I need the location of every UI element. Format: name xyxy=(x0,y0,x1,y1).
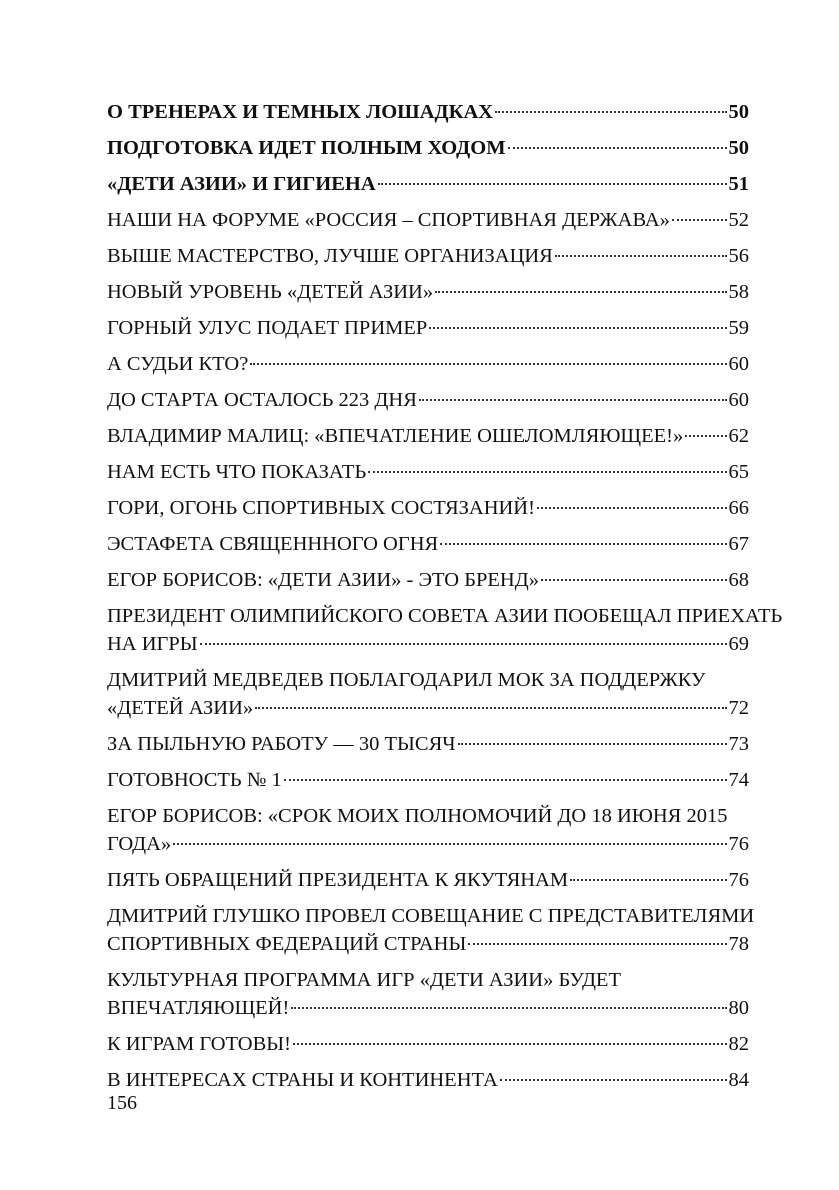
toc-entry xyxy=(107,458,749,486)
toc-entry-line xyxy=(107,134,749,162)
toc-entry xyxy=(107,170,749,198)
toc-entry-page-number: 51 xyxy=(728,173,749,195)
toc-entry xyxy=(107,206,749,234)
toc-entry-title-line: ЕГОР БОРИСОВ: «СРОК МОИХ ПОЛНОМОЧИЙ ДО 18 ИЮНЯ 2015 xyxy=(107,805,728,827)
toc-entry-line xyxy=(107,930,749,958)
toc-entry xyxy=(107,902,755,958)
toc-entry-line xyxy=(107,350,749,378)
toc-entry-title: ВПЕЧАТЛЯЮЩЕЙ! xyxy=(107,997,290,1019)
toc-entry-page-number: 62 xyxy=(728,425,749,447)
page-number: 156 xyxy=(107,1092,137,1114)
dot-leader xyxy=(500,1079,727,1081)
toc-entry-line xyxy=(107,278,749,306)
toc-entry-title: НАШИ НА ФОРУМЕ «РОССИЯ – СПОРТИВНАЯ ДЕРЖАВА» xyxy=(107,209,670,231)
toc-entry xyxy=(107,566,749,594)
toc-entry-title: ПЯТЬ ОБРАЩЕНИЙ ПРЕЗИДЕНТА К ЯКУТЯНАМ xyxy=(107,869,569,891)
toc-entry-page-number: 50 xyxy=(728,137,749,159)
toc-entry-line xyxy=(107,242,749,270)
toc-entry-page-number: 52 xyxy=(728,209,749,231)
dot-leader xyxy=(429,327,726,329)
toc-entry-line xyxy=(107,458,749,486)
toc-entry-line xyxy=(107,766,749,794)
toc-entry-line xyxy=(107,630,749,658)
toc-entry-line xyxy=(107,866,749,894)
toc-entry-line xyxy=(107,830,749,858)
toc-entry-title: К ИГРАМ ГОТОВЫ! xyxy=(107,1033,291,1055)
toc-entry-line xyxy=(107,314,749,342)
toc-entry-title: СПОРТИВНЫХ ФЕДЕРАЦИЙ СТРАНЫ xyxy=(107,933,467,955)
toc-entry-title: ГОРИ, ОГОНЬ СПОРТИВНЫХ СОСТЯЗАНИЙ! xyxy=(107,497,535,519)
toc-entry-title: ВЛАДИМИР МАЛИЦ: «ВПЕЧАТЛЕНИЕ ОШЕЛОМЛЯЮЩЕЕ!» xyxy=(107,425,684,447)
dot-leader xyxy=(368,471,726,473)
dot-leader xyxy=(555,255,727,257)
dot-leader xyxy=(468,943,726,945)
toc-entry-title: НА ИГРЫ xyxy=(107,633,198,655)
toc-entry-line xyxy=(107,694,749,722)
toc-entry xyxy=(107,866,749,894)
toc-entry-line xyxy=(107,566,749,594)
toc-entry xyxy=(107,494,749,522)
toc-entry-line xyxy=(107,1030,749,1058)
toc-entry-title: НОВЫЙ УРОВЕНЬ «ДЕТЕЙ АЗИИ» xyxy=(107,281,434,303)
dot-leader xyxy=(293,1043,727,1045)
dot-leader xyxy=(255,707,726,709)
dot-leader xyxy=(378,183,727,185)
toc-entry-page-number: 80 xyxy=(728,997,749,1019)
dot-leader xyxy=(495,111,726,113)
toc-entry-title-line: ДМИТРИЙ МЕДВЕДЕВ ПОБЛАГОДАРИЛ МОК ЗА ПОДДЕРЖКУ xyxy=(107,669,706,691)
toc-entry xyxy=(107,386,749,414)
toc-entry-page-number: 73 xyxy=(728,733,749,755)
toc-entry-page-number: 60 xyxy=(728,389,749,411)
toc-entry-title: ЕГОР БОРИСОВ: «ДЕТИ АЗИИ» - ЭТО БРЕНД» xyxy=(107,569,539,591)
toc-entry xyxy=(107,1066,749,1094)
toc-entry-page-number: 65 xyxy=(728,461,749,483)
toc-entry-page-number: 68 xyxy=(728,569,749,591)
toc-entry-page-number: 67 xyxy=(728,533,749,555)
toc-entry xyxy=(107,530,749,558)
toc-entry-page-number: 59 xyxy=(728,317,749,339)
toc-entry-title: ЭСТАФЕТА СВЯЩЕНННОГО ОГНЯ xyxy=(107,533,439,555)
toc-entry-page-number: 82 xyxy=(728,1033,749,1055)
toc-entry-title: ГОРНЫЙ УЛУС ПОДАЕТ ПРИМЕР xyxy=(107,317,428,339)
toc-entry xyxy=(107,766,749,794)
toc-entry-line xyxy=(107,98,749,126)
toc-entry-page-number: 76 xyxy=(728,833,749,855)
table-of-contents xyxy=(107,98,783,1102)
toc-entry-line xyxy=(107,730,749,758)
toc-entry xyxy=(107,1030,749,1058)
toc-entry xyxy=(107,666,749,722)
toc-entry-title: ГОДА» xyxy=(107,833,172,855)
toc-entry-title: ПОДГОТОВКА ИДЕТ ПОЛНЫМ ХОДОМ xyxy=(107,137,506,159)
toc-entry xyxy=(107,314,749,342)
toc-entry-line xyxy=(107,422,749,450)
dot-leader xyxy=(291,1007,726,1009)
toc-entry-title: А СУДЬИ КТО? xyxy=(107,353,249,375)
toc-entry-line xyxy=(107,206,749,234)
toc-entry-line xyxy=(107,494,749,522)
dot-leader xyxy=(250,363,726,365)
toc-entry xyxy=(107,730,749,758)
toc-entry-page-number: 58 xyxy=(728,281,749,303)
toc-entry-page-number: 69 xyxy=(728,633,749,655)
dot-leader xyxy=(440,543,726,545)
dot-leader xyxy=(508,147,727,149)
dot-leader xyxy=(570,879,726,881)
toc-entry-title: НАМ ЕСТЬ ЧТО ПОКАЗАТЬ xyxy=(107,461,367,483)
dot-leader xyxy=(537,507,727,509)
toc-entry-title-line: КУЛЬТУРНАЯ ПРОГРАММА ИГР «ДЕТИ АЗИИ» БУДЕТ xyxy=(107,969,621,991)
dot-leader xyxy=(685,435,726,437)
toc-entry-page-number: 66 xyxy=(728,497,749,519)
toc-entry xyxy=(107,802,749,858)
dot-leader xyxy=(458,743,727,745)
toc-entry-title: «ДЕТИ АЗИИ» И ГИГИЕНА xyxy=(107,173,376,195)
toc-entry-line xyxy=(107,994,749,1022)
toc-entry-title: ВЫШЕ МАСТЕРСТВО, ЛУЧШЕ ОРГАНИЗАЦИЯ xyxy=(107,245,553,267)
toc-entry-page-number: 50 xyxy=(728,101,749,123)
toc-entry-page-number: 76 xyxy=(728,869,749,891)
toc-entry-title: «ДЕТЕЙ АЗИИ» xyxy=(107,697,254,719)
toc-entry-title-line: ДМИТРИЙ ГЛУШКО ПРОВЕЛ СОВЕЩАНИЕ С ПРЕДСТАВИТЕЛЯМИ xyxy=(107,905,755,927)
toc-entry-line xyxy=(107,170,749,198)
toc-entry-page-number: 60 xyxy=(728,353,749,375)
dot-leader xyxy=(173,843,726,845)
toc-entry-line xyxy=(107,530,749,558)
toc-entry-page-number: 78 xyxy=(728,933,749,955)
toc-entry-page-number: 56 xyxy=(728,245,749,267)
toc-entry-title: ЗА ПЫЛЬНУЮ РАБОТУ — 30 ТЫСЯЧ xyxy=(107,733,456,755)
dot-leader xyxy=(419,399,727,401)
toc-entry xyxy=(107,134,749,162)
toc-entry-page-number: 74 xyxy=(728,769,749,791)
toc-entry xyxy=(107,966,749,1022)
toc-entry-page-number: 84 xyxy=(728,1069,749,1091)
dot-leader xyxy=(672,219,727,221)
toc-entry xyxy=(107,278,749,306)
toc-entry xyxy=(107,350,749,378)
toc-entry xyxy=(107,602,783,658)
toc-entry-page-number: 72 xyxy=(728,697,749,719)
toc-entry xyxy=(107,242,749,270)
dot-leader xyxy=(284,779,727,781)
dot-leader xyxy=(200,643,727,645)
toc-entry-line xyxy=(107,386,749,414)
toc-entry-title: О ТРЕНЕРАХ И ТЕМНЫХ ЛОШАДКАХ xyxy=(107,101,494,123)
toc-entry-title: ДО СТАРТА ОСТАЛОСЬ 223 ДНЯ xyxy=(107,389,417,411)
toc-entry-title: ГОТОВНОСТЬ № 1 xyxy=(107,769,282,791)
toc-entry-line xyxy=(107,1066,749,1094)
toc-entry-title: В ИНТЕРЕСАХ СТРАНЫ И КОНТИНЕНТА xyxy=(107,1069,498,1091)
dot-leader xyxy=(435,291,726,293)
toc-entry-title-line: ПРЕЗИДЕНТ ОЛИМПИЙСКОГО СОВЕТА АЗИИ ПООБЕЩАЛ ПРИЕХАТЬ xyxy=(107,605,783,627)
toc-entry xyxy=(107,422,749,450)
dot-leader xyxy=(541,579,727,581)
toc-entry xyxy=(107,98,749,126)
